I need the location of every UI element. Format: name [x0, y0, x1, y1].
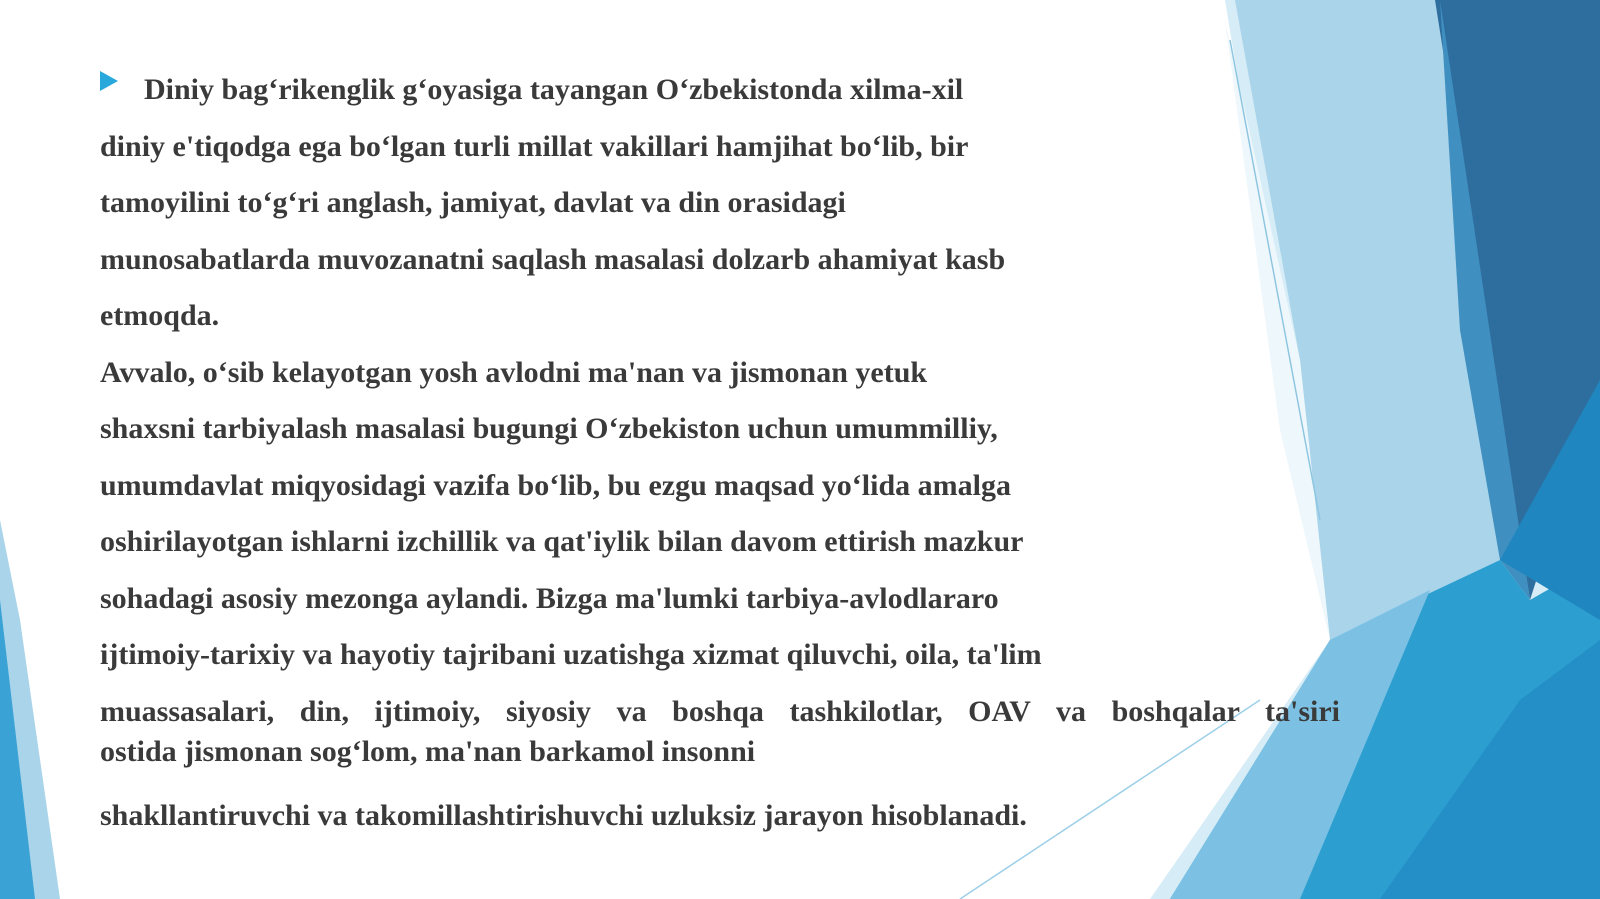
paragraph-line: ijtimoiy-tarixiy va hayotiy tajribani uzatishga xizmat qiluvchi, oila, ta'lim	[100, 638, 1042, 671]
paragraph-line: umumdavlat miqyosidagi vazifa bo‘lib, bu ezgu maqsad yo‘lida amalga	[100, 468, 1011, 502]
paragraph-line: tamoyilini to‘g‘ri anglash, jamiyat, davlat va din orasidagi	[100, 186, 846, 219]
paragraph-line: shaxsni tarbiyalash masalasi bugungi O‘zbekiston uchun umummilliy,	[100, 412, 998, 445]
paragraph-line: diniy e'tiqodga ega bo‘lgan turli millat vakillari hamjihat bo‘lib, bir	[100, 129, 969, 163]
paragraph-line	[100, 62, 1340, 119]
paragraph-line: ostida jismonan sog‘lom, ma'nan barkamol insonni	[100, 734, 756, 768]
paragraph-line: muassasalari, din, ijtimoiy, siyosiy va boshqa tashkilotlar, OAV va boshqalar ta'siri	[100, 694, 1340, 728]
paragraph-line: etmoqda.	[100, 299, 220, 332]
paragraph-line: shakllantiruvchi va takomillashtirishuvchi uzluksiz jarayon hisoblanadi.	[100, 798, 1027, 832]
paragraph-line: Avvalo, o‘sib kelayotgan yosh avlodni ma'nan va jismonan yetuk	[100, 355, 928, 389]
line-text: Diniy bag‘rikenglik g‘oyasiga tayangan O‘zbekistonda xilma-xil	[144, 73, 964, 106]
paragraph-line: sohadagi asosiy mezonga aylandi. Bizga ma'lumki tarbiya-avlodlararo	[100, 581, 999, 615]
triangle-bullet-icon	[100, 71, 118, 91]
paragraph-line: oshirilayotgan ishlarni izchillik va qat'iylik bilan davom ettirish mazkur	[100, 525, 1024, 558]
paragraph-line: munosabatlarda muvozanatni saqlash masalasi dolzarb ahamiyat kasb	[100, 242, 1006, 276]
slide-body-text	[100, 62, 1340, 844]
